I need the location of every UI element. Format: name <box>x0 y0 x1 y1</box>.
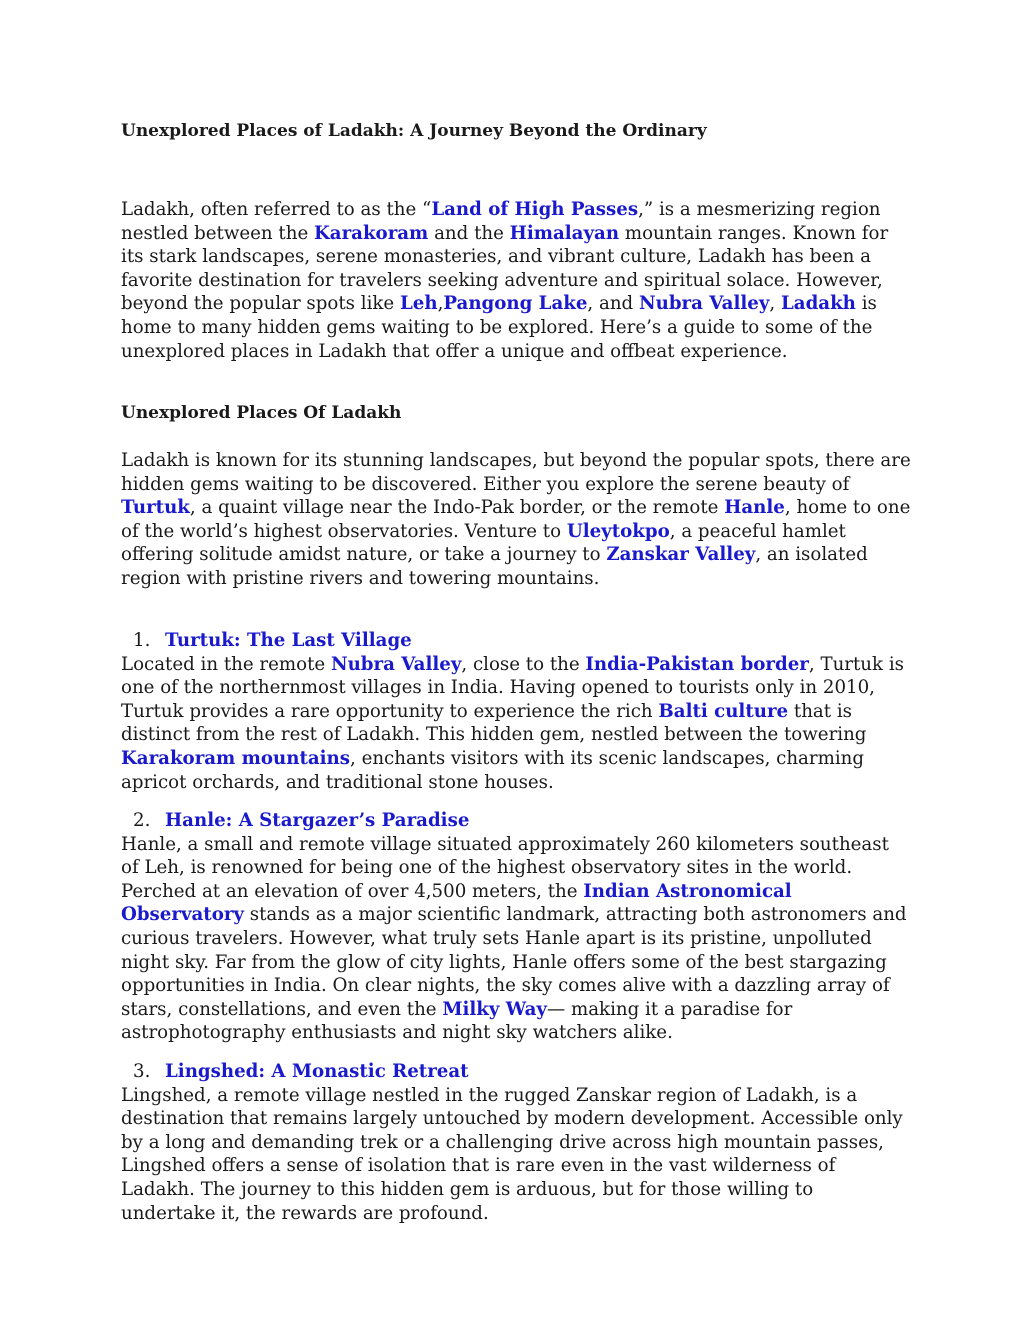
link-pangong-lake[interactable]: Pangong Lake <box>443 293 588 315</box>
text-run: , home to one of the world’s highest observatories. Venture to <box>121 497 911 542</box>
link-balti-culture[interactable]: Balti culture <box>658 700 789 722</box>
text-run: , close to the <box>461 653 586 675</box>
text-run: , enchants visitors with its scenic landscapes, charming apricot orchards, and traditional stone houses. <box>121 747 864 793</box>
text-run: stands as a major scientific landmark, attracting both astronomers and curious travelers. However, what truly sets Hanle apart is its pristine, unpolluted night sky. Far from the glow of city lights, Hanle offers some of the best stargazing opportunities in India. On clear nights, the sky comes alive with a dazzling array of stars, constellations, and even the <box>121 904 907 1020</box>
text-run: Ladakh is known for its stunning landscapes, but beyond the popular spots, there are hidden gems waiting to be discovered. Either you explore the serene beauty of <box>121 450 911 495</box>
list-number: 1. <box>133 630 151 651</box>
text-run: Lingshed, a remote village nestled in the rugged Zanskar region of Ladakh, is a destination that remains largely untouched by modern development. Accessible only by a long and demanding trek or a challenging drive across high mountain passes, Lingshed offers a sense of isolation that is rare even in the vast wilderness of Ladakh. The journey to this hidden gem is arduous, but for those willing to undertake it, the rewards are profound. <box>121 1084 903 1224</box>
link-lingshed-heading[interactable]: Lingshed: A Monastic Retreat <box>165 1061 469 1082</box>
text-run: Located in the remote <box>121 653 331 675</box>
link-zanskar-valley[interactable]: Zanskar Valley <box>606 544 756 566</box>
link-hanle[interactable]: Hanle <box>724 497 785 519</box>
text-run: Hanle, a small and remote village situated approximately 260 kilometers southeast of Leh, is renowned for being one of the highest observatory sites in the world. Perched at an elevation of over 4,500 meters, the <box>121 833 889 902</box>
link-nubra-valley[interactable]: Nubra Valley <box>638 293 770 315</box>
link-leh[interactable]: Leh <box>399 293 438 315</box>
text-run: , a quaint village near the Indo-Pak border, or the remote <box>189 497 725 519</box>
section-heading: Unexplored Places Of Ladakh <box>121 403 402 423</box>
text-run: mountain ranges. Known for its stark landscapes, serene monasteries, and vibrant culture, Ladakh has been a favorite destination for travelers seeking adventure and spiritual solace. However, beyond the popular spots like <box>121 222 889 315</box>
link-milky-way[interactable]: Milky Way <box>442 998 547 1020</box>
intro-paragraph <box>121 198 911 363</box>
link-land-of-high-passes[interactable]: Land of High Passes <box>431 199 639 220</box>
list-item <box>121 1060 911 1225</box>
link-himalayan[interactable]: Himalayan <box>509 222 620 244</box>
text-run: Ladakh, often referred to as the “ <box>121 199 432 220</box>
text-run: is home to many hidden gems waiting to be explored. Here’s a guide to some of the unexplored places in Ladakh that offer a unique and offbeat experience. <box>121 293 877 362</box>
document-title: Unexplored Places of Ladakh: A Journey Beyond the Ordinary <box>121 121 707 141</box>
list-item <box>121 629 911 794</box>
list-number: 3. <box>133 1061 151 1082</box>
text-run: , a peaceful hamlet offering solitude amidst nature, or take a journey to <box>121 520 846 566</box>
text-run: , an isolated region with pristine rivers and towering mountains. <box>121 544 868 589</box>
text-run: , Turtuk is one of the northernmost villages in India. Having opened to tourists only in 2010, Turtuk provides a rare opportunity to experience the rich <box>121 653 904 722</box>
text-run: that is distinct from the rest of Ladakh. This hidden gem, nestled between the towering <box>121 700 867 746</box>
link-india-pakistan-border[interactable]: India-Pakistan border <box>585 653 809 675</box>
link-ladakh[interactable]: Ladakh <box>781 293 856 315</box>
link-indian-astronomical-observatory[interactable]: Indian Astronomical Observatory <box>121 880 792 926</box>
text-run: — making it a paradise for astrophotography enthusiasts and night sky watchers alike. <box>121 998 793 1044</box>
text-run: and the <box>428 222 510 244</box>
link-uleytokpo[interactable]: Uleytokpo <box>566 520 670 542</box>
text-run: , <box>437 293 444 315</box>
link-karakoram[interactable]: Karakoram <box>314 222 429 244</box>
link-turtuk-heading[interactable]: Turtuk: The Last Village <box>165 630 412 651</box>
text-run: , <box>769 293 781 315</box>
list-item <box>121 809 911 1045</box>
link-nubra-valley[interactable]: Nubra Valley <box>330 653 462 675</box>
text-run: ,” is a mesmerizing region nestled between the <box>121 199 881 244</box>
text-run: , and <box>587 293 639 315</box>
link-karakoram-mountains[interactable]: Karakoram mountains <box>121 747 351 769</box>
link-hanle-heading[interactable]: Hanle: A Stargazer’s Paradise <box>165 810 470 831</box>
link-turtuk[interactable]: Turtuk <box>121 497 190 519</box>
list-number: 2. <box>133 810 151 831</box>
section-paragraph <box>121 449 911 591</box>
